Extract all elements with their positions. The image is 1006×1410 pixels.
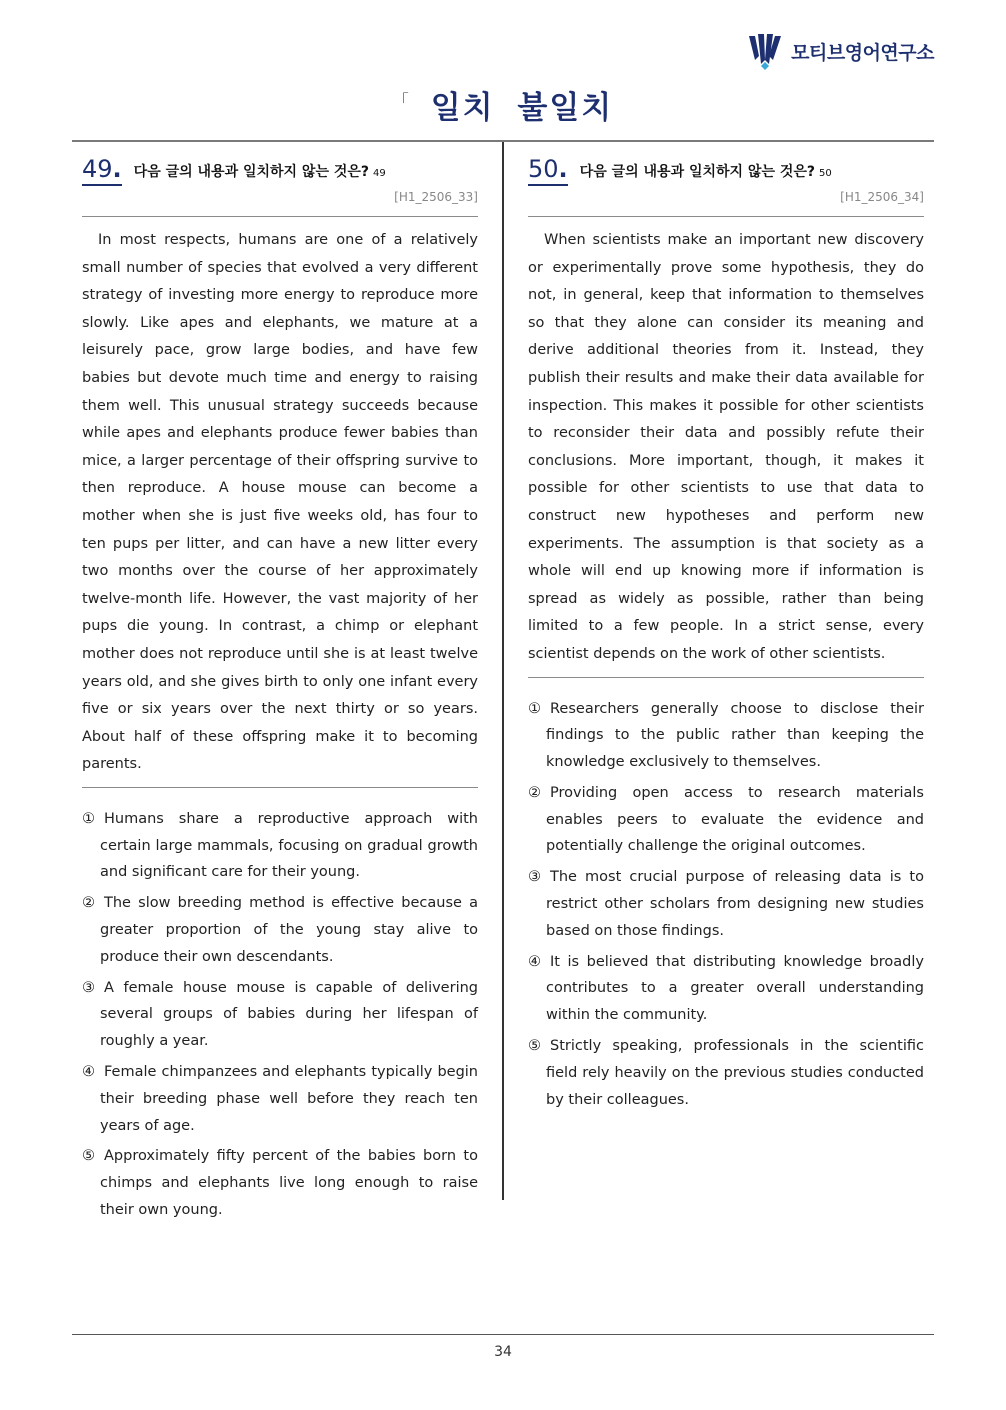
column-divider [502, 142, 504, 1200]
passage: In most respects, humans are one of a relatively small number of species that evolved a very different strategy of investing more energy to reproduce more slowly. Like apes and elephants, we mature at a leisurely pace, grow large bodies, and have few babies but devote much time and energy to raising them well. This unusual strategy succeeds because while apes and elephants produce fewer babies than mice, a larger percentage of their offspring survive to then reproduce. A house mouse can become a mother when she is just five weeks old, has four to ten pups per litter, and can have a new litter every two months over the course of her approximately twelve-month life. However, the vast majority of her pups die young. In contrast, a chimp or elephant mother does not reproduce until she is at least twelve years old, and she gives birth to only one infant every five or six years over the next thirty or so years. About half of these offspring make it to becoming parents. [82, 232, 478, 773]
options-list [82, 806, 478, 1224]
option-mark: ① [528, 700, 541, 717]
option-mark: ② [528, 784, 541, 801]
option-2[interactable] [82, 890, 478, 970]
option-mark: ⑤ [528, 1038, 541, 1055]
option-1[interactable] [82, 806, 478, 886]
brand-header [747, 30, 934, 72]
option-1[interactable] [528, 696, 924, 776]
option-3[interactable] [82, 975, 478, 1055]
option-text: Providing open access to research materials enables peers to evaluate the evidence and potentially challenge the original outcomes. [546, 784, 924, 855]
option-5[interactable] [82, 1143, 478, 1223]
footer-divider [72, 1334, 934, 1335]
question-header [528, 150, 924, 186]
passage-top-rule [528, 216, 924, 217]
title-text: 일치 불일치 [430, 90, 614, 126]
option-mark: ③ [528, 869, 541, 886]
question-50 [528, 150, 924, 1117]
question-instruction: 다음 글의 내용과 일치하지 않는 것은? 50 [579, 164, 832, 180]
question-instruction: 다음 글의 내용과 일치하지 않는 것은? 49 [133, 164, 386, 180]
question-49 [82, 150, 478, 1228]
passage-top-rule [82, 216, 478, 217]
question-small-number: 49 [373, 168, 386, 179]
brand-name: 모티브영어연구소 [791, 41, 934, 64]
option-3[interactable] [528, 864, 924, 944]
question-code: [H1_2506_34] [840, 190, 924, 204]
option-4[interactable] [82, 1059, 478, 1139]
option-text: A female house mouse is capable of delivering several groups of babies during her lifespan of roughly a year. [100, 979, 478, 1050]
question-code: [H1_2506_33] [394, 190, 478, 204]
passage-bottom-rule [528, 677, 924, 678]
option-text: Researchers generally choose to disclose their findings to the public rather than keeping the knowledge exclusively to themselves. [546, 700, 924, 771]
option-text: Strictly speaking, professionals in the scientific field rely heavily on the previous studies conducted by their colleagues. [546, 1038, 924, 1108]
option-text: It is believed that distributing knowledge broadly contributes to a greater overall understanding within the community. [546, 953, 924, 1024]
option-mark: ④ [82, 1064, 95, 1081]
option-text: The most crucial purpose of releasing data is to restrict other scholars from designing new studies based on those findings. [546, 869, 924, 939]
option-text: Approximately fifty percent of the babies born to chimps and elephants live long enough to raise their own young. [100, 1148, 478, 1219]
question-number: 50. [528, 155, 568, 186]
options-list [528, 696, 924, 1114]
question-number: 49. [82, 155, 122, 186]
option-mark: ⑤ [82, 1148, 95, 1165]
page-number: 34 [494, 1344, 512, 1360]
option-text: Humans share a reproductive approach with certain large mammals, focusing on gradual growth and significant care for their young. [100, 810, 478, 881]
option-5[interactable] [528, 1033, 924, 1113]
option-mark: ② [82, 895, 95, 912]
option-text: Female chimpanzees and elephants typically begin their breeding phase well before they reach ten years of age. [100, 1064, 478, 1134]
option-4[interactable] [528, 949, 924, 1029]
passage-bottom-rule [82, 787, 478, 788]
option-mark: ③ [82, 979, 95, 996]
question-small-number: 50 [819, 168, 832, 179]
passage: When scientists make an important new discovery or experimentally prove some hypothesis, they do not, in general, keep that information to themselves so that they alone can consider its meaning and derive additional theories from it. Instead, they publish their results and make their data available for inspection. This makes it possible for other scientists to reconsider their data and possibly refute their conclusions. More important, though, it makes it possible for other scientists to use that data to construct new hypotheses and perform new experiments. The assumption is that society as a whole will end up knowing more if information is spread as widely as possible, rather than being limited to a few people. In a strict sense, every scientist depends on the work of other scientists. [528, 232, 924, 662]
page-title [0, 82, 1006, 127]
option-text: The slow breeding method is effective because a greater proportion of the young stay alive to produce their own descendants. [100, 895, 478, 965]
title-bracket: 「 [392, 91, 409, 110]
question-header [82, 150, 478, 186]
option-mark: ④ [528, 953, 541, 970]
option-2[interactable] [528, 780, 924, 860]
option-mark: ① [82, 810, 95, 827]
motiv-logo-icon [747, 30, 783, 72]
